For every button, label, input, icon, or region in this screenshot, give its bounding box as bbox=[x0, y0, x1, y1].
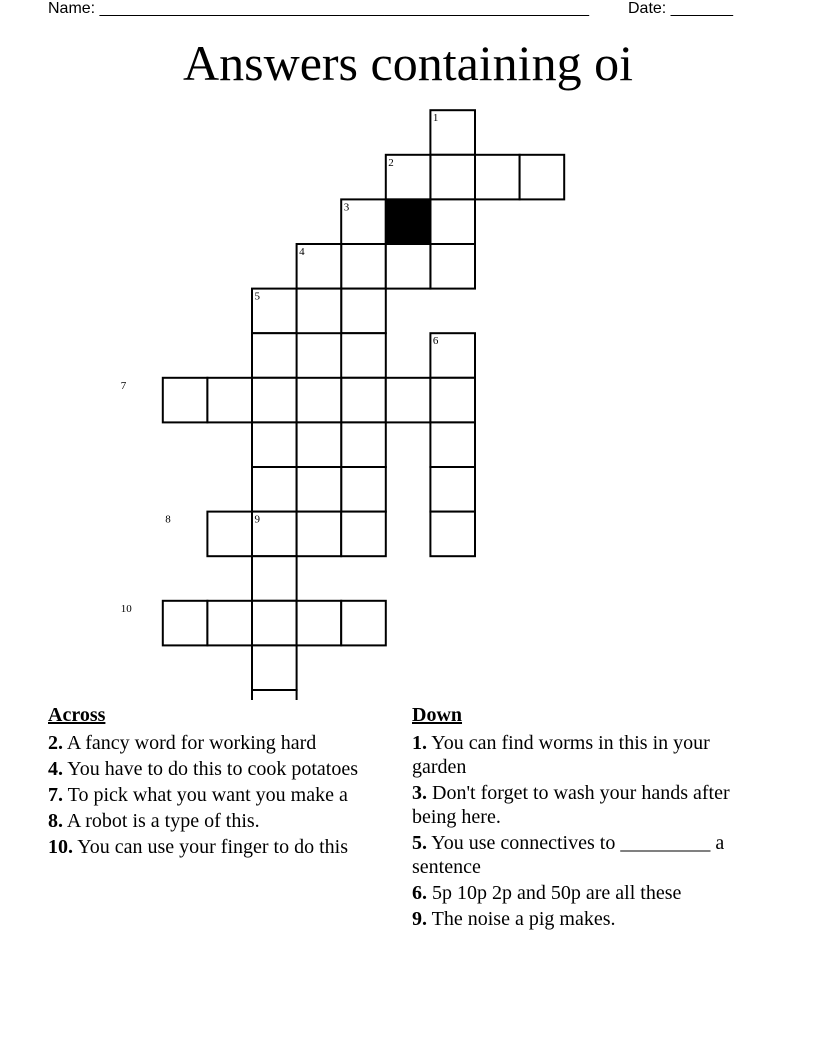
grid-cell bbox=[163, 378, 208, 423]
grid-cell bbox=[430, 244, 475, 289]
grid-cell bbox=[252, 645, 297, 690]
cell-number: 5 bbox=[254, 290, 260, 303]
clue-number: 3. bbox=[412, 782, 427, 804]
across-heading: Across bbox=[48, 704, 106, 726]
clue-item bbox=[412, 731, 752, 779]
clue-item bbox=[48, 757, 378, 781]
grid-cell bbox=[297, 422, 342, 467]
grid-cell bbox=[430, 512, 475, 557]
grid-cell bbox=[430, 467, 475, 512]
grid-cell bbox=[297, 467, 342, 512]
clue-number: 2. bbox=[48, 732, 63, 754]
grid-cell bbox=[386, 378, 431, 423]
clue-text: Don't forget to wash your hands after being here. bbox=[412, 782, 730, 828]
grid-cell bbox=[341, 289, 386, 334]
clue-number: 8. bbox=[48, 810, 63, 832]
page-title: Answers containing oi bbox=[183, 35, 633, 91]
grid-cell bbox=[252, 333, 297, 378]
clue-item bbox=[412, 781, 752, 829]
grid-cell bbox=[430, 422, 475, 467]
clue-item bbox=[412, 881, 752, 905]
grid-cell bbox=[297, 512, 342, 557]
clue-item bbox=[48, 835, 378, 859]
clue-text: You use connectives to _________ a sentence bbox=[412, 832, 725, 878]
grid-cell bbox=[341, 512, 386, 557]
grid-cell bbox=[252, 378, 297, 423]
clue-item bbox=[48, 731, 378, 755]
grid-cell bbox=[207, 512, 252, 557]
clue-item bbox=[412, 907, 752, 931]
clue-number: 10. bbox=[48, 836, 73, 858]
clue-item bbox=[412, 831, 752, 879]
grid-cell bbox=[341, 378, 386, 423]
grid-cell bbox=[252, 690, 297, 700]
grid-cell bbox=[252, 601, 297, 646]
clue-text: A robot is a type of this. bbox=[66, 810, 260, 832]
clue-text: 5p 10p 2p and 50p are all these bbox=[432, 882, 682, 904]
cell-number: 7 bbox=[120, 379, 127, 392]
grid-cell bbox=[475, 155, 520, 200]
clue-number: 1. bbox=[412, 732, 427, 754]
clue-number: 6. bbox=[412, 882, 427, 904]
grid-cell bbox=[430, 199, 475, 244]
grid-cell bbox=[252, 556, 297, 601]
clue-text: To pick what you want you make a bbox=[67, 784, 348, 806]
cell-number: 8 bbox=[165, 513, 171, 526]
clue-number: 4. bbox=[48, 758, 63, 780]
cell-number: 9 bbox=[254, 513, 260, 526]
across-clues bbox=[48, 703, 378, 861]
cell-number: 3 bbox=[343, 201, 350, 214]
grid-cell bbox=[341, 333, 386, 378]
clue-text: You have to do this to cook potatoes bbox=[67, 758, 358, 780]
grid-cell bbox=[297, 289, 342, 334]
clue-text: The noise a pig makes. bbox=[431, 908, 616, 930]
clue-item bbox=[48, 783, 378, 807]
grid-cell bbox=[207, 601, 252, 646]
grid-cell bbox=[163, 601, 208, 646]
cell-number: 4 bbox=[299, 246, 305, 258]
cell-number: 2 bbox=[388, 156, 394, 169]
clue-text: You can find worms in this in your garden bbox=[412, 732, 710, 778]
grid-cell bbox=[207, 378, 252, 423]
clue-number: 5. bbox=[412, 832, 427, 854]
date-field-line: Date: _______ bbox=[628, 0, 733, 17]
grid-cell bbox=[252, 467, 297, 512]
down-heading: Down bbox=[412, 704, 463, 726]
grid-cell bbox=[430, 155, 475, 200]
grid-cell bbox=[520, 155, 565, 200]
cell-number: 1 bbox=[432, 112, 439, 125]
grid-cell bbox=[341, 467, 386, 512]
grid-cell bbox=[341, 601, 386, 646]
clue-text: You can use your finger to do this bbox=[77, 836, 348, 858]
grid-cell bbox=[252, 422, 297, 467]
clue-text: A fancy word for working hard bbox=[66, 732, 317, 754]
clue-number: 7. bbox=[48, 784, 63, 806]
grid-block bbox=[386, 199, 431, 244]
down-clues bbox=[412, 703, 752, 933]
cell-number: 6 bbox=[432, 335, 439, 348]
grid-cell bbox=[341, 422, 386, 467]
clue-number: 9. bbox=[412, 908, 427, 930]
name-field-line: Name: _______________________________________________________ bbox=[48, 0, 589, 17]
grid-cell bbox=[297, 378, 342, 423]
grid-cell bbox=[386, 244, 431, 289]
grid-cell bbox=[297, 601, 342, 646]
grid-cell bbox=[341, 244, 386, 289]
cell-number: 10 bbox=[120, 602, 132, 615]
clue-item bbox=[48, 809, 378, 833]
grid-cell bbox=[430, 378, 475, 423]
